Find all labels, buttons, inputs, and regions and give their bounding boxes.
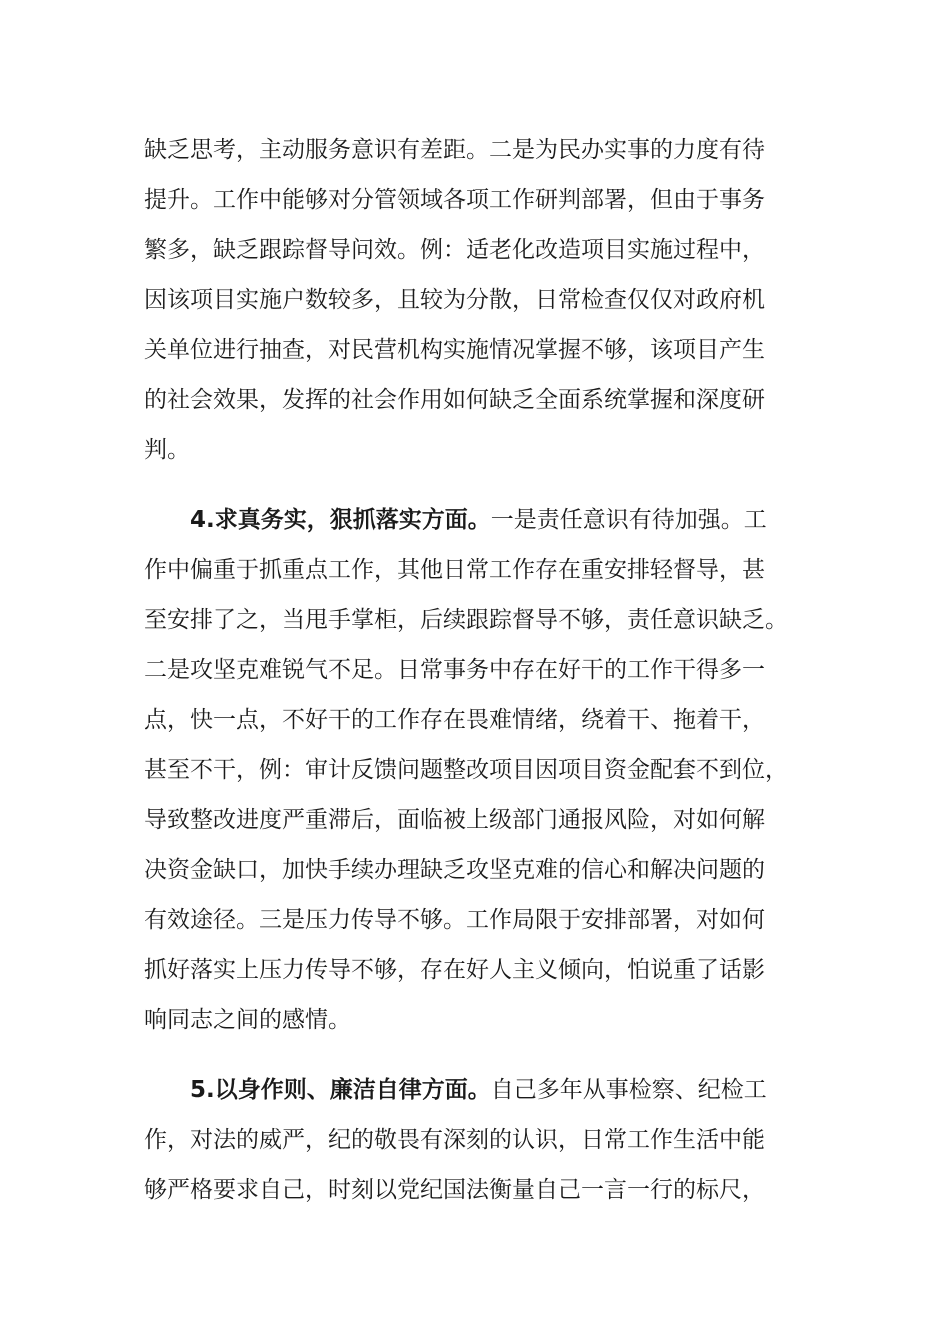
text-line: 响同志之间的感情。 [144, 1007, 351, 1033]
section-heading: 5.以身作则、廉洁自律方面。 [190, 1077, 491, 1103]
text-line: 缺乏思考，主动服务意识有差距。二是为民办实事的力度有待 [144, 137, 765, 163]
text-line: 够严格要求自己，时刻以党纪国法衡量自己一言一行的标尺， [144, 1177, 765, 1203]
text-line: 关单位进行抽查，对民营机构实施情况掌握不够，该项目产生 [144, 337, 765, 363]
text-line: 作，对法的威严，纪的敬畏有深刻的认识，日常工作生活中能 [144, 1127, 765, 1153]
paragraph-section-5 [144, 1065, 814, 1215]
text-line: 二是攻坚克难锐气不足。日常事务中存在好干的工作干得多一 [144, 657, 765, 683]
first-line-text: 自己多年从事检察、纪检工 [490, 1077, 767, 1103]
text-line: 提升。工作中能够对分管领域各项工作研判部署，但由于事务 [144, 187, 765, 213]
text-line: 导致整改进度严重滞后，面临被上级部门通报风险，对如何解 [144, 807, 765, 833]
first-line-text: 一是责任意识有待加强。工 [490, 507, 767, 533]
paragraph-section-4 [144, 495, 814, 1045]
text-line: 的社会效果，发挥的社会作用如何缺乏全面系统掌握和深度研 [144, 387, 765, 413]
text-line: 因该项目实施户数较多，且较为分散，日常检查仅仅对政府机 [144, 287, 765, 313]
first-line [144, 495, 814, 545]
text-line: 至安排了之，当甩手掌柜，后续跟踪督导不够，责任意识缺乏。 [144, 607, 788, 633]
text-line: 判。 [144, 437, 190, 463]
text-line: 甚至不干，例：审计反馈问题整改项目因项目资金配套不到位， [144, 757, 788, 783]
text-line: 决资金缺口，加快手续办理缺乏攻坚克难的信心和解决问题的 [144, 857, 765, 883]
paragraph-continuation [144, 125, 814, 475]
text-line: 繁多，缺乏跟踪督导问效。例：适老化改造项目实施过程中， [144, 237, 765, 263]
text-line: 抓好落实上压力传导不够，存在好人主义倾向，怕说重了话影 [144, 957, 765, 983]
text-line: 点，快一点，不好干的工作存在畏难情绪，绕着干、拖着干， [144, 707, 765, 733]
text-line: 有效途径。三是压力传导不够。工作局限于安排部署，对如何 [144, 907, 765, 933]
section-heading: 4.求真务实，狠抓落实方面。 [190, 507, 491, 533]
first-line [144, 1065, 814, 1115]
text-line: 作中偏重于抓重点工作，其他日常工作存在重安排轻督导，甚 [144, 557, 765, 583]
